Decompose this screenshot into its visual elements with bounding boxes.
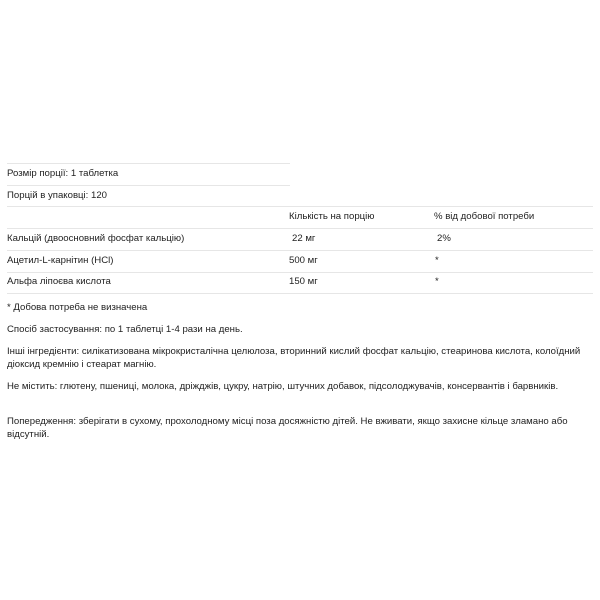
servings-per-container: Порцій в упаковці: 120 <box>7 190 108 201</box>
divider <box>7 185 290 186</box>
ingredient-dv: * <box>435 255 439 266</box>
free-of-text: Не містить: глютену, пшениці, молока, дріжджів, цукру, натрію, штучних добавок, підсолоджувачів, консервантів і барвників. <box>7 381 559 392</box>
header-amount: Кількість на порцію <box>289 211 375 222</box>
other-ingredients-text: Інші інгредієнти: силікатизована мікрокристалічна целюлоза, вторинний кислий фосфат кальцію, стеаринова кислота, колоїдний діоксид кремнію і стеарат магнію. <box>7 346 581 370</box>
header-daily-value: % від добової потреби <box>434 211 535 222</box>
divider <box>7 272 593 273</box>
ingredient-dv: * <box>435 276 439 287</box>
ingredient-dv: 2% <box>437 233 451 244</box>
divider <box>7 228 593 229</box>
ingredient-name: Альфа ліпоєва кислота <box>7 276 111 287</box>
usage-text: Спосіб застосування: по 1 таблетці 1-4 рази на день. <box>7 324 243 335</box>
ingredient-name: Ацетил-L-карнітин (HCl) <box>7 255 114 266</box>
serving-size: Розмір порції: 1 таблетка <box>7 168 119 179</box>
divider <box>7 250 593 251</box>
divider <box>7 163 290 164</box>
ingredient-amount: 150 мг <box>289 276 318 287</box>
footnote: * Добова потреба не визначена <box>7 302 148 313</box>
ingredient-name: Кальцій (двоосновний фосфат кальцію) <box>7 233 185 244</box>
divider <box>7 293 593 294</box>
divider <box>7 206 593 207</box>
warning-text: Попередження: зберігати в сухому, прохолодному місці поза досяжністю дітей. Не вживати, якщо захисне кільце зламано або відсутній. <box>7 416 568 440</box>
ingredient-amount: 22 мг <box>292 233 316 244</box>
ingredient-amount: 500 мг <box>289 255 318 266</box>
